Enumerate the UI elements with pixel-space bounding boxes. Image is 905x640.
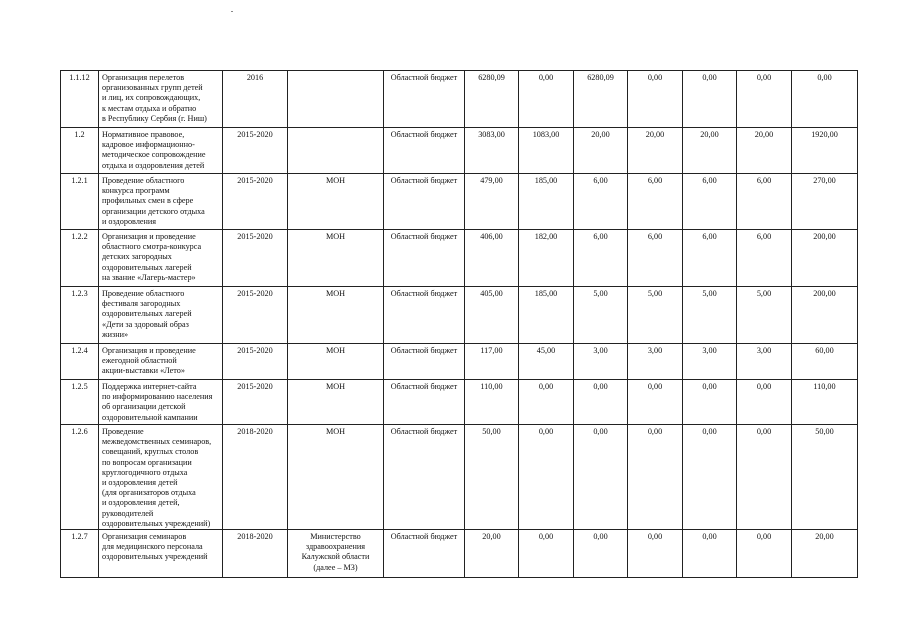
executor: МОН xyxy=(288,344,384,380)
amount-cell: 117,00 xyxy=(465,344,519,380)
amount-cell: 200,00 xyxy=(792,287,858,344)
executor: МОН xyxy=(288,230,384,287)
amount-cell: 3,00 xyxy=(628,344,683,380)
period: 2018-2020 xyxy=(223,530,288,578)
table-row xyxy=(61,174,858,230)
row-number: 1.2.5 xyxy=(61,380,99,425)
executor xyxy=(288,128,384,174)
amount-cell: 110,00 xyxy=(792,380,858,425)
amount-cell: 3,00 xyxy=(683,344,737,380)
amount-cell: 0,00 xyxy=(519,380,574,425)
table-row xyxy=(61,287,858,344)
amount-cell: 6,00 xyxy=(628,174,683,230)
amount-cell: 20,00 xyxy=(628,128,683,174)
scan-speck xyxy=(231,11,233,12)
executor: Министерство здравоохранения Калужской области (далее – МЗ) xyxy=(288,530,384,578)
table-row xyxy=(61,128,858,174)
amount-cell: 0,00 xyxy=(683,530,737,578)
period: 2015-2020 xyxy=(223,380,288,425)
period: 2015-2020 xyxy=(223,230,288,287)
amount-cell: 5,00 xyxy=(628,287,683,344)
amount-cell: 6,00 xyxy=(574,174,628,230)
funding-source: Областной бюджет xyxy=(384,230,465,287)
activity-name: Организация перелетов организованных групп детей и лиц, их сопровождающих, к местам отдыха и обратно в Республику Сербия (г. Ниш) xyxy=(99,71,223,128)
row-number: 1.2.3 xyxy=(61,287,99,344)
amount-cell: 1920,00 xyxy=(792,128,858,174)
amount-cell: 110,00 xyxy=(465,380,519,425)
executor: МОН xyxy=(288,174,384,230)
funding-source: Областной бюджет xyxy=(384,71,465,128)
amount-cell: 6280,09 xyxy=(465,71,519,128)
amount-cell: 0,00 xyxy=(628,425,683,530)
amount-cell: 406,00 xyxy=(465,230,519,287)
amount-cell: 6,00 xyxy=(683,174,737,230)
funding-source: Областной бюджет xyxy=(384,344,465,380)
amount-cell: 0,00 xyxy=(574,380,628,425)
activity-name: Организация семинаров для медицинского персонала оздоровительных учреждений xyxy=(99,530,223,578)
executor: МОН xyxy=(288,287,384,344)
amount-cell: 6,00 xyxy=(683,230,737,287)
amount-cell: 0,00 xyxy=(683,380,737,425)
amount-cell: 0,00 xyxy=(574,425,628,530)
amount-cell: 5,00 xyxy=(683,287,737,344)
funding-source: Областной бюджет xyxy=(384,174,465,230)
amount-cell: 3,00 xyxy=(574,344,628,380)
amount-cell: 20,00 xyxy=(683,128,737,174)
table-row xyxy=(61,425,858,530)
amount-cell: 185,00 xyxy=(519,287,574,344)
activity-name: Организация и проведение областного смотра-конкурса детских загородных оздоровительных лагерей на звание «Лагерь-мастер» xyxy=(99,230,223,287)
amount-cell: 3,00 xyxy=(737,344,792,380)
executor: МОН xyxy=(288,425,384,530)
activity-name: Проведение областного конкурса программ профильных смен в сфере организации детского отдыха и оздоровления xyxy=(99,174,223,230)
amount-cell: 0,00 xyxy=(683,425,737,530)
amount-cell: 20,00 xyxy=(465,530,519,578)
amount-cell: 0,00 xyxy=(519,530,574,578)
amount-cell: 5,00 xyxy=(737,287,792,344)
amount-cell: 6,00 xyxy=(628,230,683,287)
row-number: 1.2.6 xyxy=(61,425,99,530)
activity-name: Проведение межведомственных семинаров, совещаний, круглых столов по вопросам организации круглогодичного отдыха и оздоровления детей (для организаторов отдыха и оздоровления детей, руководителей оздоровительных учреждений) xyxy=(99,425,223,530)
amount-cell: 182,00 xyxy=(519,230,574,287)
table-row xyxy=(61,71,858,128)
row-number: 1.2.4 xyxy=(61,344,99,380)
amount-cell: 405,00 xyxy=(465,287,519,344)
amount-cell: 50,00 xyxy=(792,425,858,530)
amount-cell: 50,00 xyxy=(465,425,519,530)
table-row xyxy=(61,380,858,425)
row-number: 1.2.7 xyxy=(61,530,99,578)
activity-name: Проведение областного фестиваля загородных оздоровительных лагерей «Дети за здоровый образ жизни» xyxy=(99,287,223,344)
amount-cell: 0,00 xyxy=(683,71,737,128)
executor: МОН xyxy=(288,380,384,425)
amount-cell: 0,00 xyxy=(737,71,792,128)
period: 2015-2020 xyxy=(223,174,288,230)
amount-cell: 0,00 xyxy=(628,380,683,425)
amount-cell: 0,00 xyxy=(737,530,792,578)
amount-cell: 0,00 xyxy=(737,425,792,530)
amount-cell: 185,00 xyxy=(519,174,574,230)
amount-cell: 3083,00 xyxy=(465,128,519,174)
table-row xyxy=(61,230,858,287)
funding-source: Областной бюджет xyxy=(384,425,465,530)
period: 2015-2020 xyxy=(223,344,288,380)
funding-source: Областной бюджет xyxy=(384,287,465,344)
amount-cell: 0,00 xyxy=(519,425,574,530)
amount-cell: 0,00 xyxy=(737,380,792,425)
funding-source: Областной бюджет xyxy=(384,128,465,174)
amount-cell: 200,00 xyxy=(792,230,858,287)
funding-source: Областной бюджет xyxy=(384,530,465,578)
amount-cell: 0,00 xyxy=(574,530,628,578)
amount-cell: 270,00 xyxy=(792,174,858,230)
amount-cell: 20,00 xyxy=(574,128,628,174)
period: 2018-2020 xyxy=(223,425,288,530)
row-number: 1.2.1 xyxy=(61,174,99,230)
amount-cell: 45,00 xyxy=(519,344,574,380)
amount-cell: 0,00 xyxy=(628,530,683,578)
period: 2015-2020 xyxy=(223,128,288,174)
table-row xyxy=(61,530,858,578)
activity-name: Нормативное правовое, кадровое информационно- методическое сопровождение отдыха и оздоровления детей xyxy=(99,128,223,174)
amount-cell: 0,00 xyxy=(519,71,574,128)
amount-cell: 6,00 xyxy=(737,174,792,230)
activity-name: Организация и проведение ежегодной областной акции-выставки «Лето» xyxy=(99,344,223,380)
executor xyxy=(288,71,384,128)
amount-cell: 60,00 xyxy=(792,344,858,380)
row-number: 1.1.12 xyxy=(61,71,99,128)
table-row xyxy=(61,344,858,380)
amount-cell: 1083,00 xyxy=(519,128,574,174)
amount-cell: 20,00 xyxy=(737,128,792,174)
amount-cell: 479,00 xyxy=(465,174,519,230)
amount-cell: 0,00 xyxy=(628,71,683,128)
amount-cell: 6,00 xyxy=(574,230,628,287)
activity-name: Поддержка интернет-сайта по информированию населения об организации детской оздоровительной кампании xyxy=(99,380,223,425)
amount-cell: 6,00 xyxy=(737,230,792,287)
period: 2016 xyxy=(223,71,288,128)
period: 2015-2020 xyxy=(223,287,288,344)
row-number: 1.2.2 xyxy=(61,230,99,287)
amount-cell: 6280,09 xyxy=(574,71,628,128)
amount-cell: 20,00 xyxy=(792,530,858,578)
budget-table xyxy=(60,70,858,578)
budget-table-body xyxy=(61,71,858,578)
funding-source: Областной бюджет xyxy=(384,380,465,425)
amount-cell: 5,00 xyxy=(574,287,628,344)
row-number: 1.2 xyxy=(61,128,99,174)
amount-cell: 0,00 xyxy=(792,71,858,128)
